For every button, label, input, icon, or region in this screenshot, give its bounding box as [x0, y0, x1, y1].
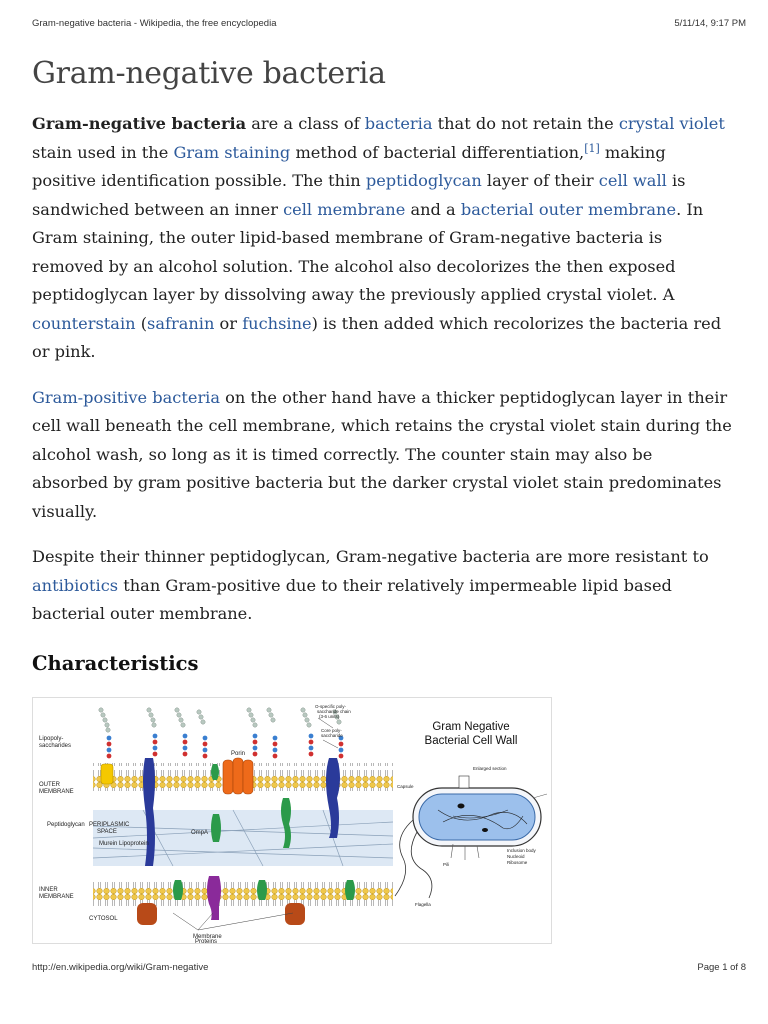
bacterium-illustration [395, 776, 547, 898]
label-core-2: saccharide [321, 733, 343, 738]
label-pili: Pili [443, 862, 450, 867]
print-footer-url: http://en.wikipedia.org/wiki/Gram-negative [32, 962, 209, 973]
label-outer-membrane-2: MEMBRANE [39, 789, 74, 795]
label-porin: Porin [231, 751, 246, 757]
periplasm-region [93, 810, 393, 866]
link-gram-positive-bacteria[interactable]: Gram-positive bacteria [32, 387, 221, 407]
link-counterstain[interactable]: counterstain [32, 313, 136, 333]
label-flagella: Flagella [415, 902, 431, 907]
label-periplasmic-2: SPACE [97, 829, 117, 835]
print-header-title: Gram-negative bacteria - Wikipedia, the free encyclopedia [32, 18, 277, 29]
label-lps-2: saccharides [39, 743, 72, 749]
label-o-specific-2: saccharide chain [317, 709, 351, 714]
paragraph-resistance: Despite their thinner peptidoglycan, Gram-negative bacteria are more resistant to antibiotics than Gram-positive due to their relatively impermeable lipid based bacterial outer membrane. [32, 547, 709, 623]
label-lps: Lipopoly- [39, 736, 64, 742]
citation-1[interactable]: [1] [584, 141, 600, 155]
label-cytosol: CYTOSOL [89, 916, 118, 922]
figure-title-line1: Gram Negative [432, 721, 510, 733]
label-outer-membrane: OUTER [39, 782, 60, 788]
label-o-specific-3: (3-6 units) [319, 714, 340, 719]
purple-protein [207, 876, 221, 920]
label-inner-membrane-2: MEMBRANE [39, 894, 74, 900]
link-fuchsine[interactable]: fuchsine [242, 313, 312, 333]
porin-shape [223, 758, 253, 794]
link-cell-membrane[interactable]: cell membrane [283, 199, 406, 219]
label-peptidoglycan: Peptidoglycan [47, 822, 85, 828]
link-safranin[interactable]: safranin [147, 313, 215, 333]
label-inner-membrane: INNER [39, 887, 58, 893]
cell-wall-diagram-svg [33, 698, 551, 943]
bold-term: Gram-negative bacteria [32, 114, 247, 133]
label-membrane-proteins-2: Proteins [195, 939, 218, 943]
label-o-specific: O-specific poly- [315, 704, 347, 709]
label-capsule: Capsule [397, 784, 414, 789]
print-header-datetime: 5/11/14, 9:17 PM [674, 18, 746, 29]
label-membrane-proteins: Membrane [193, 934, 222, 940]
label-core: Core poly- [321, 728, 342, 733]
cell-wall-diagram[interactable] [32, 697, 552, 944]
page-title: Gram-negative bacteria [32, 56, 386, 91]
brown-protein-left [137, 903, 157, 925]
section-heading-characteristics: Characteristics [32, 652, 199, 675]
yellow-protein [101, 764, 113, 784]
print-footer-page-number: Page 1 of 8 [697, 962, 746, 973]
label-murein: Murein Lipoprotein [99, 841, 149, 847]
label-periplasmic: PERIPLASMIC [89, 822, 130, 828]
paragraph-gram-positive: Gram-positive bacteria on the other hand have a thicker peptidoglycan layer in their cell wall beneath the cell membrane, which retains the crystal violet stain during the alcohol wash, so long as it is timed correctly. The counter stain may also be absorbed by gram positive bacteria but the darker crystal violet stain predominates visually. [32, 387, 732, 521]
link-antibiotics[interactable]: antibiotics [32, 575, 119, 595]
link-bacteria[interactable]: bacteria [364, 114, 433, 133]
figure-title-line2: Bacterial Cell Wall [424, 735, 518, 747]
label-ompa: OmpA [191, 830, 209, 836]
article-body [32, 110, 732, 646]
lps-chains [99, 708, 344, 759]
label-inclusion-body: Inclusion body [507, 848, 536, 853]
link-gram-staining[interactable]: Gram staining [173, 142, 291, 162]
label-ribosome: Ribosome [507, 860, 528, 865]
link-crystal-violet[interactable]: crystal violet [618, 114, 725, 133]
link-cell-wall[interactable]: cell wall [598, 171, 667, 190]
paragraph-intro: Gram-negative bacteria are a class of bacteria that do not retain the crystal violet stain used in the Gram staining method of bacterial differentiation,[1] making positive identification possible. The thin peptidoglycan layer of their cell wall is sandwiched between an inner cell membrane and a bacterial outer membrane. In Gram staining, the outer lipid-based membrane of Gram-negative bacteria is removed by an alcohol solution. The alcohol also decolorizes the then exposed peptidoglycan layer by dissolving away the previously applied crystal violet. A counterstain (safranin or fuchsine) is then added which recolorizes the bacteria red or pink. [32, 114, 725, 361]
link-peptidoglycan[interactable]: peptidoglycan [365, 171, 482, 190]
link-bacterial-outer-membrane[interactable]: bacterial outer membrane [460, 199, 677, 219]
label-enlarged-section: Enlarged section [473, 766, 507, 771]
label-nucleoid: Nucleoid [507, 854, 525, 859]
